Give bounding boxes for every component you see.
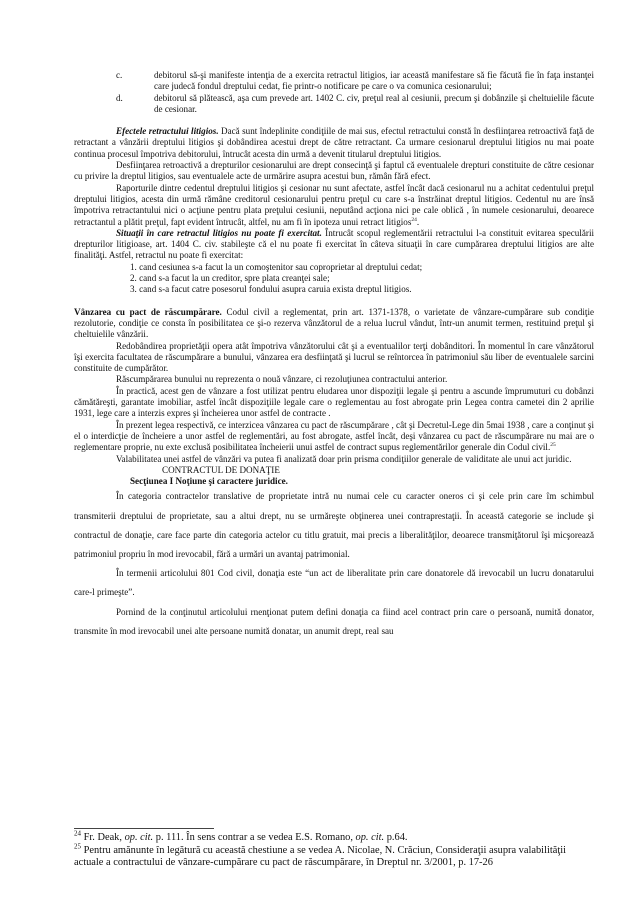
- list-text: debitorul să-şi manifeste intenţia de a exercita retractul litigios, iar această manifestare să fie făcută fie în faţa instanţei care judecă fondul dreptului cedat, fie printr-o notificare pe care o va comunica cesionarului;: [154, 70, 594, 92]
- paragraph-prezent: În prezent legea respectivă, ce interzicea vânzarea cu pact de răscumpărare , cât şi Decretul-Lege din 5mai 1938 , care a conţinut şi el o interdicţie de încheiere a unor astfel de reglementări, au fost abrogate, astfel încât, deşi vânzarea cu pact de răscumpărare nu mai are o reglementare proprie, nu exte exclusă posibilitatea încheierii unui astfel de contract supus reglementărilor generale din Codul civil.$^{25}$: [74, 419, 594, 453]
- footnote-25: $^{25}$ Pentru amănunte în legătură cu această chestiune a se vedea A. Nicolae, N. Crăciun, Consideraţii asupra valabilităţii actuale a contractului de vânzare-cumpărare cu pact de răscumpărare, în Dreptul nr. 3/2001, p. 17-26: [74, 842, 567, 869]
- paragraph-valabilitatea: Valabilitatea unei astfel de vânzări va putea fi analizată doar prin prisma condiţiilor generale de validitate ale unui act juridic.: [116, 453, 572, 464]
- paragraph-vanzarea: Vânzarea cu pact de răscumpărare. Codul civil a reglementat, prin art. 1371-1378, o varietate de vânzare-cumpărare sub condiţie rezolutorie, condiţie ce consta în posibilitatea ce şi-o rezerva vânzătorul de a relua lucrul vândut, într-un anumit termen, restituind preţul şi cheltuielile vânzării.: [74, 306, 595, 340]
- footnote-ref-25[interactable]: 25: [550, 442, 556, 449]
- heading-vanzarea: Vânzarea cu pact de răscumpărare.: [74, 306, 222, 317]
- footnote-24: $^{24}$ Fr. Deak, op. cit. p. 111. În sens contrar a se vedea E.S. Romano, op. cit. p.64.: [74, 829, 408, 843]
- paragraph-termenii: În termenii articolului 801 Cod civil, donaţia este “un act de liberalitate prin care donatorele dă irevocabil un lucru donatarului care-l primeşte”.: [74, 568, 594, 598]
- list-text: debitorul să plătească, aşa cum prevede art. 1402 C. civ, preţul real al cesiunii, precum şi dobânzile şi cheltuielile făcute de cesionar.: [154, 92, 594, 114]
- footnote-separator: [74, 828, 214, 829]
- list-label: d.: [116, 92, 123, 103]
- paragraph-raporturile: Raporturile dintre cedentul dreptului litigios şi cesionar nu sunt afectate, astfel încât dacă cesionarul nu a achitat cedentului preţul dreptului litigios, acesta din urmă rămâne creditorul cesionarului pentru preţul cu care s-a înstrăinat dreptul litigios. Cedentul nu are însă împotriva retractantului nici o acţiune pentru plata preţului cesiunii, neputând acţiona nici pe cale oblică , în numele cesionarului, deoarece retractantul a plătit preţul, fapt evident întrucât, altfel, nu am fi în ipoteza unui retract litigios$^{24}$.: [74, 182, 594, 227]
- paragraph-practica: În practică, acest gen de vânzare a fost utilizat pentru eludarea unor dispoziţii legale şi pentru a ascunde împrumuturi cu dobânzi cămătăreşti, garantate imobiliar, astfel încât dispoziţiile legale care o reglementau au fost abrogate prin Legea contra cametei din 2 aprilie 1931, lege care a interzis expres şi încheierea unor astfel de contracte .: [74, 385, 594, 419]
- chapter-title: CONTRACTUL DE DONAŢIE: [162, 464, 280, 475]
- paragraph-rascumpararea: Răscumpărarea bunului nu reprezenta o nouă vânzare, ci rezoluţiunea contractului anterior.: [116, 374, 448, 385]
- footnote-ref-24[interactable]: 24: [411, 216, 417, 223]
- paragraph-situatii: Situaţii în care retractul litigios nu poate fi exercitat. Întrucât scopul reglementării retractului l-a constituit evitarea speculării drepturilor litigioase, art. 1404 C. civ. stabileşte că el nu poate fi exercitat în câteva situaţii în care cumpărarea dreptului litigios are alte finalităţi. Astfel, retractul nu poate fi exercitat:: [74, 227, 594, 261]
- paragraph-pornind: Pornind de la conţinutul articolului rnenţionat putem defini donaţia ca fiind acel contract prin care o persoană, numită donator, transmite în mod irevocabil unei alte persoane numită donatar, un anumit drept, real sau: [74, 606, 594, 636]
- list-item-c: [74, 70, 594, 93]
- case-item-2: 2. cand s-a facut la un creditor, spre plata creanţei sale;: [130, 273, 330, 284]
- paragraph-redobandirea: Redobândirea proprietăţii opera atât împotriva vânzătorului cât şi a eventualilor terţi dobânditori. În momentul în care vânzătorul îşi exercita facultatea de răscumpărare a bunului, vânzarea era desfiinţată şi lucrul se reîntorcea în patrimoniul său liber de eventualele sarcini constituite de cumpărător.: [74, 340, 594, 374]
- paragraph-categoria: În categoria contractelor translative de proprietate intră nu numai cele cu caracter oneros ci şi cele prin care îm schimbul transmiterii dreptului de proprietate, sau a altui drept, nu se urmăreşte obţinerea unei contraprestaţii. În această categorie se include şi contractul de donaţie, care face parte din categoria actelor cu titlu gratuit, mai precis a liberalităţilor, deoarece transmiţătorul îşi micşorează patrimoniul propriu în mod irevocabil, fără a urmări un avantaj patrimonial.: [74, 491, 594, 559]
- section-title: Secţiunea I Noţiune şi caractere juridice.: [130, 476, 288, 487]
- case-item-1: 1. cand cesiunea s-a facut la un comoştenitor sau coproprietar al dreptului cedat;: [130, 261, 423, 272]
- page-body: [74, 70, 594, 641]
- paragraph-desfiintarea: Desfiinţarea retroactivă a drepturilor cesionarului are drept consecinţă şi faptul că eventualele drepturi constituite de către cesionar cu privire la dreptul litigios, sau eventualele acte de urmărire asupra acestui bun, rămân fără efect.: [74, 160, 594, 182]
- case-item-3: 3. cand s-a facut catre posesorul fondului asupra caruia exista dreptul litigios.: [130, 284, 412, 295]
- list-label: c.: [116, 70, 123, 80]
- heading-efecte: Efectele retractului litigios.: [116, 126, 219, 137]
- footnotes: [74, 829, 594, 870]
- heading-situatii: Situaţii în care retractul litigios nu poate fi exercitat.: [116, 227, 322, 238]
- paragraph-efecte: Efectele retractului litigios. Dacă sunt îndeplinite condiţiile de mai sus, efectul retractului constă în desfiinţarea retroactivă faţă de retractant a vânzării dreptului litigios şi dobândirea acestui drept de către retractant. Ca urmare cesionarul dreptului litigios nu mai poate continua procesul împotriva debitorului, întrucât acesta din urmă a devenit titularul dreptului litigios.: [74, 126, 594, 159]
- list-item-d: [74, 93, 594, 116]
